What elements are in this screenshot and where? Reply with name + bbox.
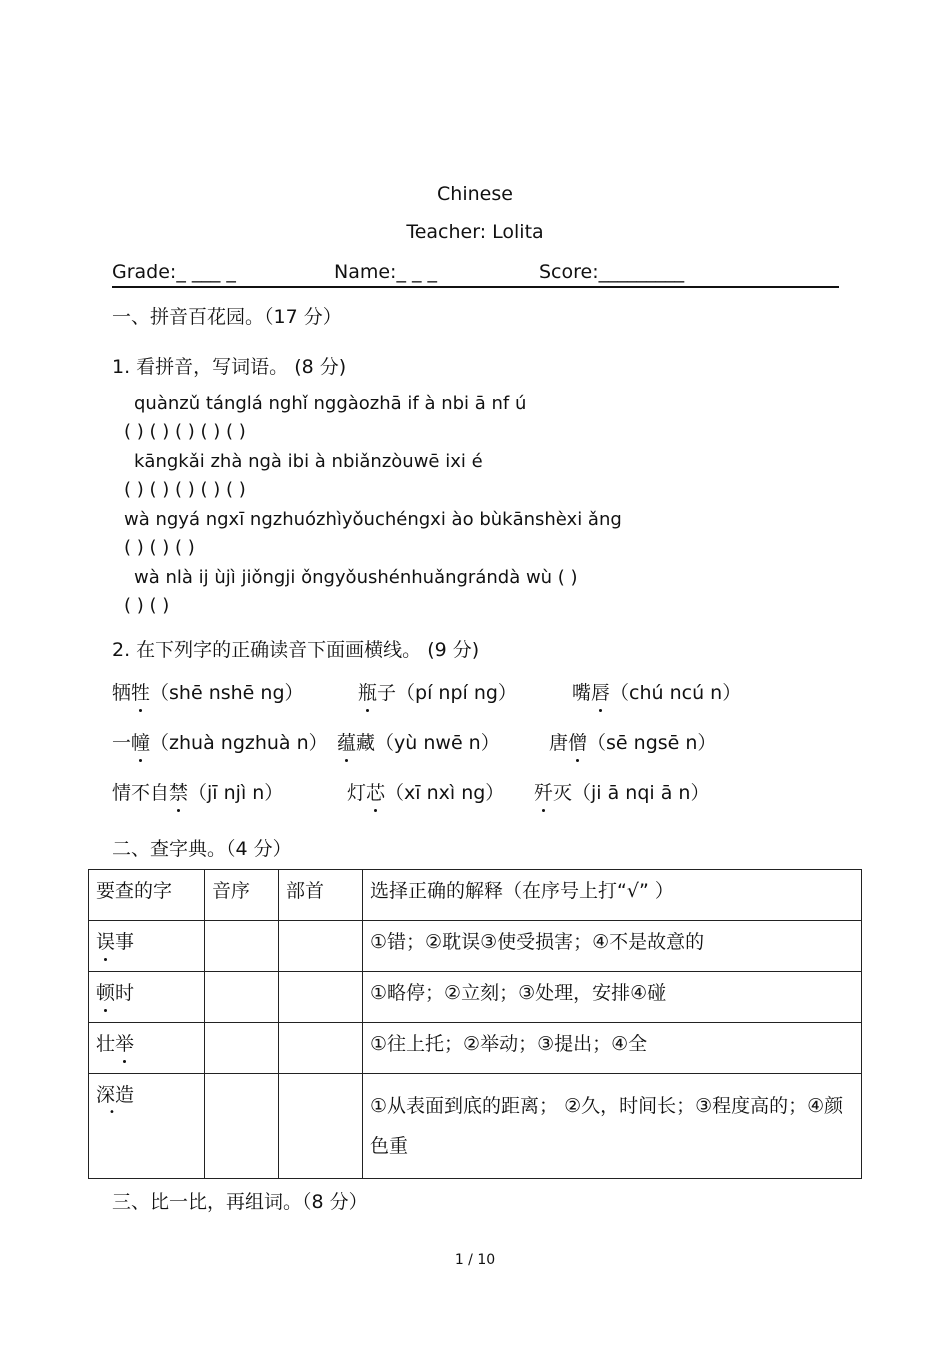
yinxu-cell[interactable] [205, 972, 279, 1023]
page-number: 1 / 10 [454, 1252, 496, 1268]
lookup-word: 深造 • [89, 1074, 205, 1179]
document-title: Chinese [437, 183, 513, 205]
word-item: 蕴藏（yù nwē n） [337, 728, 500, 755]
dotted-char: 蕴 [337, 728, 356, 755]
dotted-char: 唇 [591, 678, 610, 705]
word-item: 瓶子（pí npí ng） [358, 678, 517, 705]
word-item: 灯芯（xī nxì ng） [347, 778, 504, 805]
name-field: Name:_ _ _ [334, 261, 438, 283]
dotted-char: 芯 [366, 778, 385, 805]
dotted-char: 禁 [169, 778, 188, 805]
lookup-word: 顿时 [89, 972, 205, 1023]
table-row [89, 1023, 862, 1074]
dot-mark: • [109, 1107, 115, 1118]
answer-brackets: ( ) ( ) ( ) ( ) ( ) [124, 421, 246, 442]
column-header: 选择正确的解释（在序号上打“√” ） [363, 870, 862, 921]
q2-heading: 2. 在下列字的正确读音下面画横线。 (9 分) [112, 639, 480, 661]
pinyin-options: （jī njì n） [188, 782, 284, 804]
pinyin-options: （pí npí ng） [396, 682, 517, 704]
lookup-word: 误事 [89, 921, 205, 972]
yinxu-cell[interactable] [205, 1074, 279, 1179]
definitions-cell: ①往上托；②举动；③提出；④全 [363, 1023, 862, 1074]
pinyin-row: kāngkǎi zhà ngà ibi à nbiǎnzòuwē ixi é [134, 451, 483, 472]
column-header: 要查的字 [89, 870, 205, 921]
definitions-cell: ①从表面到底的距离； ②久，时间长；③程度高的；④颜色重 [363, 1074, 862, 1179]
dotted-char: 幢 [131, 728, 150, 755]
definitions-cell: ①错；②耽误③使受损害；④不是故意的 [363, 921, 862, 972]
answer-brackets: ( ) ( ) ( ) [124, 537, 195, 558]
definitions-cell: ①略停；②立刻；③处理，安排④碰 [363, 972, 862, 1023]
table-row [89, 1074, 862, 1179]
pinyin-options: （zhuà ngzhuà n） [150, 732, 328, 754]
table-row [89, 921, 862, 972]
pinyin-options: 灭（ji ā nqi ā n） [553, 782, 710, 804]
word-item: 一幢（zhuà ngzhuà n） [112, 728, 328, 755]
section2-heading: 二、查字典。（4 分） [112, 838, 292, 860]
header-rule [112, 286, 839, 288]
lookup-word: 壮举 [89, 1023, 205, 1074]
q1-heading: 1. 看拼音，写词语。 (8 分) [112, 356, 347, 378]
bushou-cell[interactable] [279, 1023, 363, 1074]
word-item: 情不自禁（jī njì n） [112, 778, 283, 805]
word-item: 唐僧（sē ngsē n） [549, 728, 716, 755]
dictionary-table [88, 869, 862, 1179]
section3-heading: 三、比一比，再组词。（8 分） [112, 1191, 368, 1213]
score-field: Score:_________ [539, 261, 685, 283]
table-header-row [89, 870, 862, 921]
yinxu-cell[interactable] [205, 921, 279, 972]
pinyin-options: （xī nxì ng） [385, 782, 505, 804]
pinyin-options: （sē ngsē n） [587, 732, 717, 754]
teacher-line: Teacher: Lolita [406, 221, 544, 243]
column-header: 部首 [279, 870, 363, 921]
word-item: 嘴唇（chú ncú n） [572, 678, 741, 705]
dotted-char: 僧 [568, 728, 587, 755]
dotted-char: 瓶 [358, 678, 377, 705]
answer-brackets: ( ) ( ) [124, 595, 170, 616]
pinyin-options: （yù nwē n） [375, 732, 500, 754]
pinyin-options: （chú ncú n） [610, 682, 742, 704]
pinyin-options: （shē nshē ng） [150, 682, 304, 704]
yinxu-cell[interactable] [205, 1023, 279, 1074]
dotted-char: 歼 [534, 778, 553, 805]
bushou-cell[interactable] [279, 972, 363, 1023]
column-header: 音序 [205, 870, 279, 921]
pinyin-row: quànzǔ tánglá nghǐ nggàozhā if à nbi ā nf ú [134, 393, 527, 414]
bushou-cell[interactable] [279, 1074, 363, 1179]
answer-brackets: ( ) ( ) ( ) ( ) ( ) [124, 479, 246, 500]
dotted-char: 牲 [131, 678, 150, 705]
pinyin-row: wà nlà ij ùjì jiǒngji ǒngyǒushénhuǎngrándà wù ( ) [134, 567, 578, 588]
word-item [534, 778, 709, 805]
bushou-cell[interactable] [279, 921, 363, 972]
pinyin-row: wà ngyá ngxī ngzhuózhìyǒuchéngxi ào bùkānshèxi ǎng [124, 509, 622, 530]
section1-heading: 一、拼音百花园。（17 分） [112, 306, 342, 328]
word-item: 牺牲（shē nshē ng） [112, 678, 304, 705]
grade-field: Grade:_ ___ _ [112, 261, 236, 283]
table-row [89, 972, 862, 1023]
